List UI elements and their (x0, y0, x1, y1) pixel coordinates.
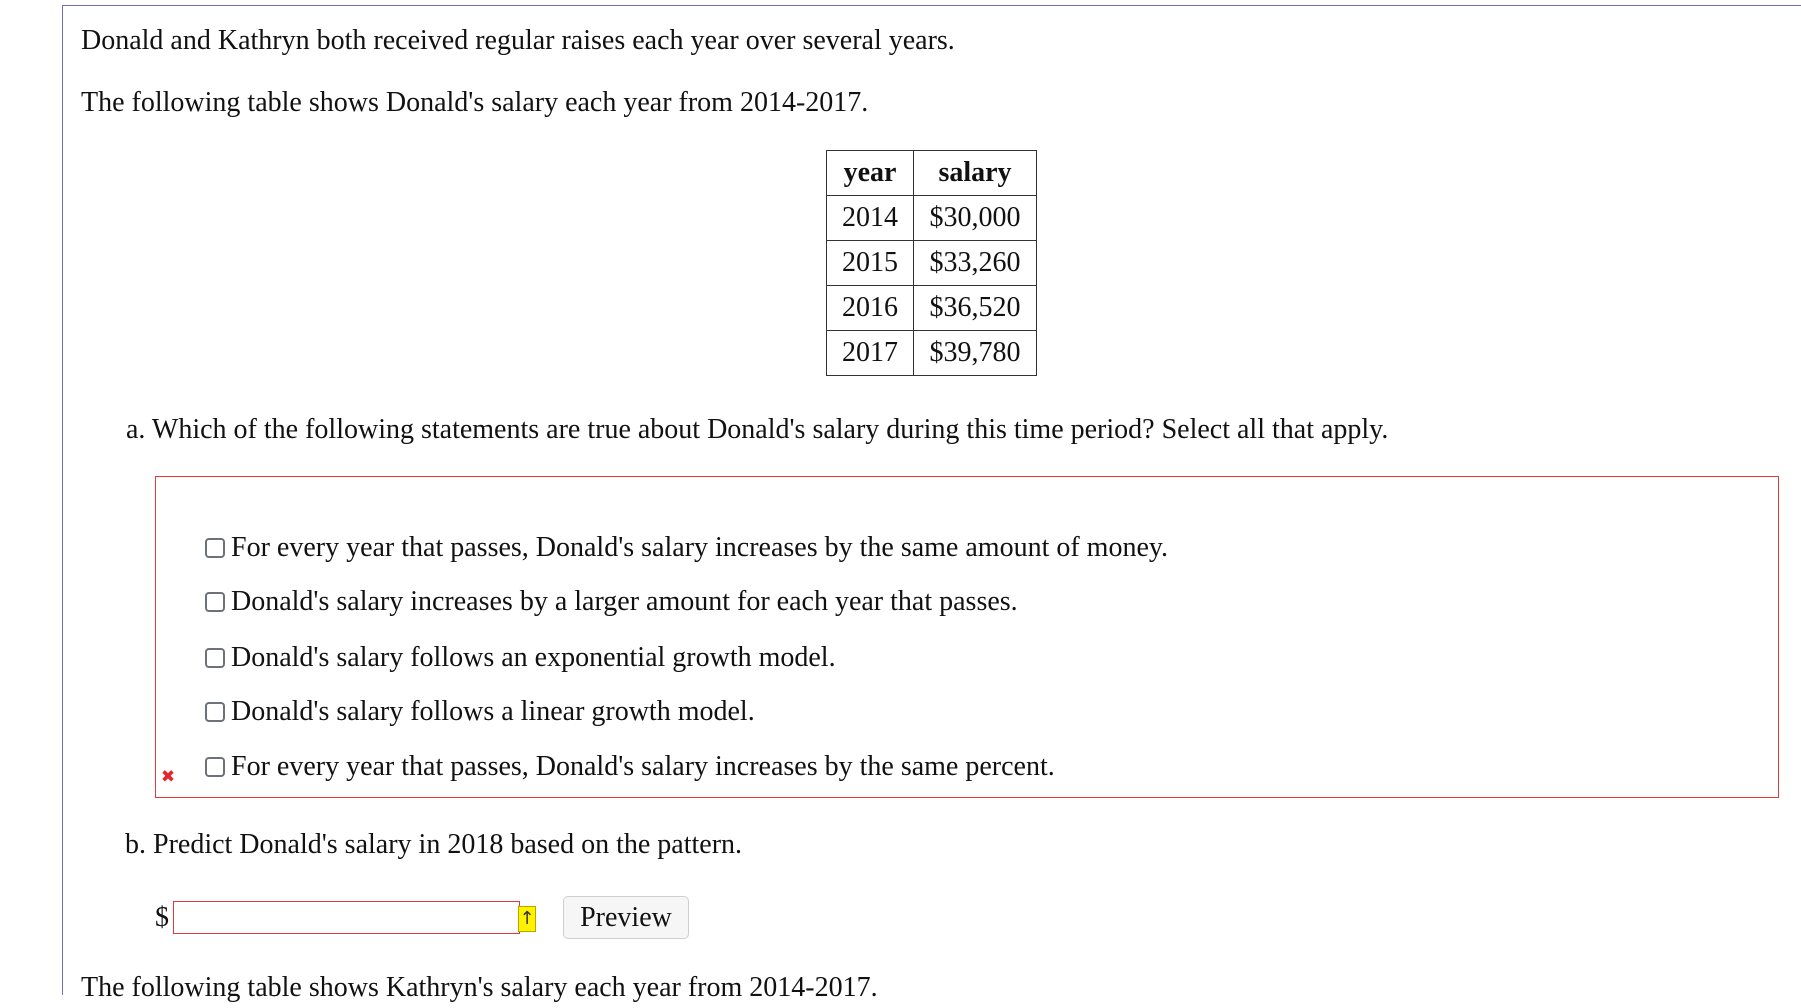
answer-options-box (155, 476, 1779, 798)
table-row (827, 241, 1037, 286)
salary-answer-input[interactable] (173, 901, 520, 934)
table-row (827, 196, 1037, 241)
salary-cell: $30,000 (914, 196, 1037, 241)
option-exponential[interactable] (205, 638, 836, 678)
incorrect-x-icon: ✖ (160, 767, 176, 787)
table-row (827, 286, 1037, 331)
preview-button[interactable]: Preview (563, 896, 689, 939)
option-linear[interactable] (205, 692, 755, 732)
column-header-salary: salary (914, 151, 1037, 196)
kathryn-table-intro-text: The following table shows Kathryn's salary each year from 2014-2017. (81, 972, 878, 1003)
table-row (827, 331, 1037, 376)
checkbox[interactable] (205, 648, 225, 668)
intro-text: Donald and Kathryn both received regular raises each year over several years. (81, 25, 955, 56)
option-label: Donald's salary follows a linear growth model. (231, 696, 755, 727)
year-cell: 2014 (827, 196, 914, 241)
salary-cell: $33,260 (914, 241, 1037, 286)
salary-cell: $39,780 (914, 331, 1037, 376)
question-b-prompt: b. Predict Donald's salary in 2018 based on the pattern. (125, 829, 743, 860)
checkbox[interactable] (205, 702, 225, 722)
table-header-row (827, 151, 1037, 196)
currency-symbol: $ (155, 902, 169, 933)
checkbox[interactable] (205, 757, 225, 777)
table-intro-text: The following table shows Donald's salary each year from 2014-2017. (81, 87, 869, 118)
option-same-percent[interactable] (205, 747, 1055, 787)
option-same-amount[interactable] (205, 528, 1168, 568)
salary-cell: $36,520 (914, 286, 1037, 331)
option-label: Donald's salary follows an exponential growth model. (231, 642, 836, 673)
checkbox[interactable] (205, 538, 225, 558)
option-label: For every year that passes, Donald's salary increases by the same percent. (231, 751, 1055, 782)
arrow-up-icon[interactable]: ↑ (518, 906, 536, 932)
question-a-prompt: a. Which of the following statements are true about Donald's salary during this time period? Select all that apply. (126, 414, 1389, 445)
year-cell: 2015 (827, 241, 914, 286)
option-label: For every year that passes, Donald's salary increases by the same amount of money. (231, 532, 1169, 563)
year-cell: 2017 (827, 331, 914, 376)
checkbox[interactable] (205, 592, 225, 612)
option-label: Donald's salary increases by a larger amount for each year that passes. (231, 586, 1018, 617)
year-cell: 2016 (827, 286, 914, 331)
salary-table (826, 150, 1037, 376)
option-larger-amount[interactable] (205, 582, 1018, 622)
column-header-year: year (827, 151, 914, 196)
